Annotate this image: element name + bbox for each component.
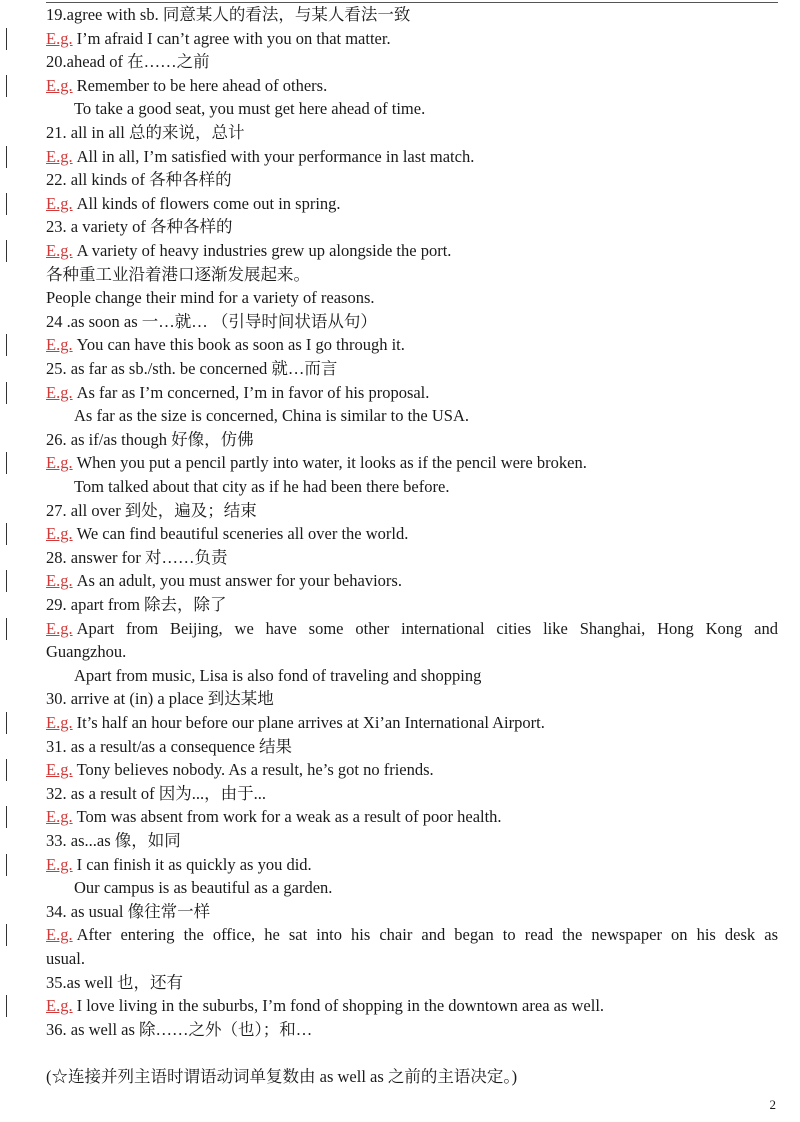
- example-text: A variety of heavy industries grew up alongside the port.: [76, 241, 452, 260]
- example-sentence: [46, 713, 778, 733]
- example-text: Tony believes nobody. As a result, he’s got no friends.: [76, 760, 434, 780]
- example-text: We can find beautiful sceneries all over the world.: [76, 524, 409, 544]
- eg-label: E.g.: [46, 925, 73, 945]
- eg-label: E.g.: [46, 713, 73, 732]
- example-sentence: [46, 571, 778, 591]
- eg-label: E.g.: [46, 28, 73, 48]
- eg-label: E.g.: [46, 760, 73, 780]
- eg-label: E.g.: [46, 146, 73, 166]
- change-bar: [6, 240, 7, 262]
- phrase-entry: 28. answer for 对……负责: [46, 547, 228, 567]
- example-text: Tom was absent from work for a weak as a result of poor health.: [76, 807, 502, 827]
- example-text: Apart from Beijing, we have some other international cities like Shanghai, Hong Kong and: [76, 618, 778, 638]
- example-sentence: [46, 996, 778, 1016]
- change-bar: [6, 806, 7, 828]
- example-sentence: [46, 855, 778, 875]
- example-text: I love living in the suburbs, I’m fond of shopping in the downtown area as well.: [76, 996, 605, 1016]
- change-bar: [6, 146, 7, 168]
- example-text: I’m afraid I can’t agree with you on that matter.: [76, 28, 391, 48]
- example-sentence: [46, 619, 778, 639]
- phrase-entry: 23. a variety of 各种各样的: [46, 217, 233, 237]
- phrase-entry: usual.: [46, 949, 85, 968]
- change-bar: [6, 334, 7, 356]
- example-text: Remember to be here ahead of others.: [76, 75, 328, 95]
- example-text: I can finish it as quickly as you did.: [76, 854, 312, 874]
- phrase-entry: 35.as well 也，还有: [46, 972, 184, 992]
- example-sentence: [46, 807, 778, 827]
- change-bar: [6, 382, 7, 404]
- example-sentence: [46, 76, 778, 96]
- change-bar: [6, 759, 7, 781]
- phrase-entry: 27. all over 到处，遍及；结束: [46, 500, 257, 520]
- example-sentence: [46, 29, 778, 49]
- change-bar: [6, 854, 7, 876]
- eg-label: E.g.: [46, 571, 73, 591]
- example-sentence-continued: Tom talked about that city as if he had been there before.: [74, 477, 450, 496]
- example-text: After entering the office, he sat into his chair and began to read the newspaper on his desk as: [76, 925, 778, 945]
- phrase-entry: 36. as well as 除……之外（也）；和…: [46, 1019, 313, 1039]
- example-text: All kinds of flowers come out in spring.: [76, 193, 341, 213]
- page-number: 2: [769, 1097, 776, 1112]
- change-bar: [6, 570, 7, 592]
- eg-label: E.g.: [46, 854, 73, 874]
- phrase-entry: 34. as usual 像往常一样: [46, 901, 211, 921]
- phrase-entry: 33. as...as 像，如同: [46, 831, 181, 850]
- example-sentence: [46, 925, 778, 945]
- example-text: It’s half an hour before our plane arrives at Xi’an International Airport.: [76, 713, 545, 732]
- example-sentence: [46, 760, 778, 780]
- example-sentence: [46, 383, 778, 403]
- change-bar: [6, 924, 7, 946]
- example-text: When you put a pencil partly into water, it looks as if the pencil were broken.: [76, 453, 587, 473]
- phrase-entry: 26. as if/as though 好像，仿佛: [46, 429, 254, 449]
- example-sentence: [46, 194, 778, 214]
- eg-label: E.g.: [46, 524, 73, 544]
- eg-label: E.g.: [46, 335, 73, 355]
- change-bar: [6, 28, 7, 50]
- change-bar: [6, 712, 7, 734]
- example-sentence: [46, 335, 778, 355]
- phrase-entry: 22. all kinds of 各种各样的: [46, 170, 232, 190]
- change-bar: [6, 75, 7, 97]
- example-sentence-continued: To take a good seat, you must get here ahead of time.: [74, 99, 426, 119]
- eg-label: E.g.: [46, 996, 73, 1016]
- change-bar: [6, 523, 7, 545]
- phrase-entry: (☆连接并列主语时谓语动词单复数由 as well as 之前的主语决定。): [46, 1067, 518, 1086]
- eg-label: E.g.: [46, 807, 73, 827]
- phrase-entry: Guangzhou.: [46, 642, 127, 662]
- example-sentence: [46, 241, 778, 261]
- example-sentence-continued: Our campus is as beautiful as a garden.: [74, 878, 333, 898]
- phrase-entry: 19.agree with sb. 同意某人的看法，与某人看法一致: [46, 5, 411, 24]
- example-sentence-continued: As far as the size is concerned, China is similar to the USA.: [74, 406, 469, 426]
- example-sentence: [46, 453, 778, 473]
- example-text: You can have this book as soon as I go through it.: [76, 335, 405, 355]
- eg-label: E.g.: [46, 382, 73, 402]
- eg-label: E.g.: [46, 453, 73, 473]
- eg-label: E.g.: [46, 75, 73, 95]
- phrase-entry: 29. apart from 除去，除了: [46, 595, 227, 614]
- example-sentence: [46, 524, 778, 544]
- top-rule: [46, 2, 778, 3]
- change-bar: [6, 193, 7, 215]
- example-sentence: [46, 147, 778, 167]
- example-text: As an adult, you must answer for your behaviors.: [76, 571, 402, 591]
- phrase-entry: 21. all in all 总的来说，总计: [46, 123, 245, 142]
- phrase-entry: 25. as far as sb./sth. be concerned 就…而言: [46, 359, 338, 378]
- phrase-entry: 30. arrive at (in) a place 到达某地: [46, 689, 274, 709]
- eg-label: E.g.: [46, 241, 73, 260]
- change-bar: [6, 995, 7, 1017]
- phrase-entry: 31. as a result/as a consequence 结果: [46, 736, 293, 756]
- phrase-entry: 20.ahead of 在……之前: [46, 52, 210, 72]
- change-bar: [6, 452, 7, 474]
- phrase-entry: 各种重工业沿着港口逐渐发展起来。: [46, 264, 310, 284]
- phrase-entry: 24 .as soon as 一…就… （引导时间状语从句）: [46, 311, 377, 331]
- example-text: All in all, I’m satisfied with your performance in last match.: [76, 146, 475, 166]
- change-bar: [6, 618, 7, 640]
- phrase-entry: People change their mind for a variety of reasons.: [46, 288, 375, 308]
- eg-label: E.g.: [46, 193, 73, 213]
- example-text: As far as I’m concerned, I’m in favor of his proposal.: [76, 382, 430, 402]
- example-sentence-continued: Apart from music, Lisa is also fond of traveling and shopping: [74, 665, 482, 685]
- phrase-entry: 32. as a result of 因为...，由于...: [46, 783, 266, 803]
- eg-label: E.g.: [46, 618, 73, 638]
